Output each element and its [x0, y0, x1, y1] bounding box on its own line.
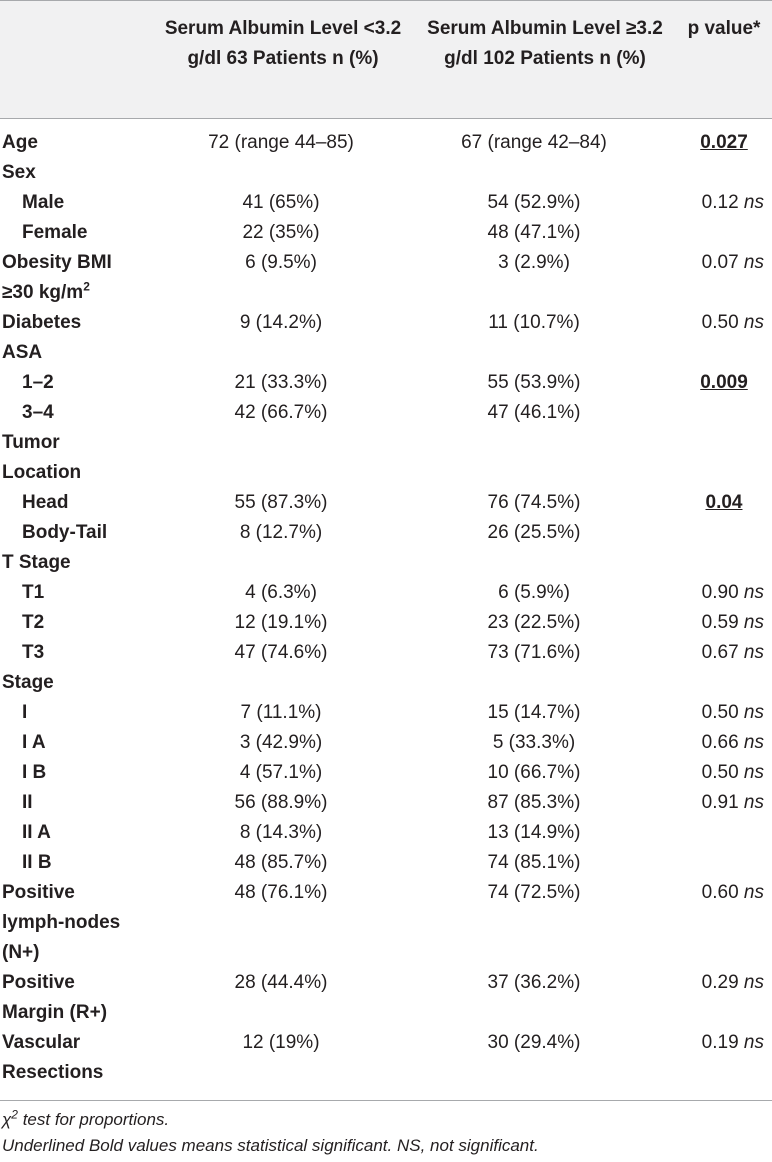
- table-row: [0, 158, 772, 188]
- table-row: [0, 128, 772, 158]
- label-line: Positive: [2, 882, 75, 903]
- chi-symbol: χ: [2, 1110, 12, 1129]
- label-line: 1–2: [22, 372, 54, 393]
- row-label: [0, 758, 160, 788]
- value-albumin-low: 8 (14.3%): [239, 822, 323, 843]
- row-label: [0, 248, 160, 308]
- table-row: [0, 488, 772, 518]
- p-value: [676, 968, 772, 1028]
- label-line: Tumor: [2, 432, 60, 453]
- label-line: II: [22, 792, 33, 813]
- value-albumin-high: 10 (66.7%): [487, 762, 581, 783]
- table-row: [0, 758, 772, 788]
- p-value: [676, 518, 772, 548]
- p-value-number: 0.50: [701, 702, 739, 723]
- p-value: [676, 428, 772, 488]
- ns-marker: ns: [743, 642, 764, 663]
- value-albumin-high: [406, 548, 676, 578]
- label-line: Positive: [2, 972, 75, 993]
- ns-marker: ns: [743, 192, 764, 213]
- p-value-number: 0.91: [701, 792, 739, 813]
- value-albumin-high: 13 (14.9%): [487, 822, 581, 843]
- label-line: II A: [22, 822, 51, 843]
- row-label: [0, 728, 160, 758]
- table-row: [0, 398, 772, 428]
- row-label: [0, 428, 160, 488]
- row-label: [0, 848, 160, 878]
- ns-marker: ns: [743, 792, 764, 813]
- row-label: [0, 698, 160, 728]
- p-value: [676, 608, 772, 638]
- label-line: I A: [22, 732, 46, 753]
- p-value: [676, 788, 772, 818]
- value-albumin-low: [160, 338, 406, 368]
- label-line: Stage: [2, 672, 54, 693]
- value-albumin-low: 4 (6.3%): [245, 582, 317, 603]
- row-label: [0, 338, 160, 368]
- row-label: [0, 878, 160, 968]
- p-value: [676, 218, 772, 248]
- table-row: [0, 638, 772, 668]
- header-p-value: p value*: [687, 18, 761, 39]
- p-value-number: 0.29: [701, 972, 739, 993]
- p-value: [676, 308, 772, 338]
- value-albumin-low: 4 (57.1%): [239, 762, 323, 783]
- ns-marker: ns: [743, 762, 764, 783]
- value-albumin-low: 55 (87.3%): [234, 492, 328, 513]
- label-line: I B: [22, 762, 47, 783]
- value-albumin-high: 55 (53.9%): [487, 372, 581, 393]
- p-value-number: 0.90: [701, 582, 739, 603]
- table-row: [0, 518, 772, 548]
- table-row: [0, 878, 772, 968]
- value-albumin-high: 30 (29.4%): [487, 1032, 581, 1053]
- value-albumin-low: 72 (range 44–85): [208, 132, 354, 153]
- row-label: [0, 188, 160, 218]
- table-row: [0, 338, 772, 368]
- table-row: [0, 248, 772, 308]
- p-value: [676, 578, 772, 608]
- p-value-number: 0.07: [701, 252, 739, 273]
- p-value-number: 0.04: [705, 492, 743, 513]
- label-line: (N+): [2, 942, 40, 963]
- header-albumin-low: Serum Albumin Level <3.2 g/dl 63 Patients n (%): [164, 18, 402, 69]
- bottom-rule: [0, 1100, 772, 1101]
- label-line: T Stage: [2, 552, 71, 573]
- value-albumin-high: 5 (33.3%): [492, 732, 576, 753]
- label-line: Resections: [2, 1062, 104, 1083]
- label-line: lymph-nodes: [2, 912, 121, 933]
- label-line: Age: [2, 132, 38, 153]
- p-value: [676, 248, 772, 308]
- label-line: II B: [22, 852, 52, 873]
- label-line: 3–4: [22, 402, 54, 423]
- row-label: [0, 308, 160, 338]
- ns-marker: ns: [743, 972, 764, 993]
- p-value: [676, 128, 772, 158]
- p-value: [676, 338, 772, 368]
- label-line: Obesity BMI: [2, 252, 112, 273]
- table-row: [0, 788, 772, 818]
- value-albumin-low: 47 (74.6%): [234, 642, 328, 663]
- label-line: Margin (R+): [2, 1002, 108, 1023]
- label-line: Head: [22, 492, 69, 513]
- ns-marker: ns: [743, 732, 764, 753]
- row-label: [0, 578, 160, 608]
- footnote-chi-text: test for proportions.: [17, 1110, 170, 1129]
- header-rule: [0, 118, 772, 119]
- p-value: [676, 638, 772, 668]
- ns-marker: ns: [743, 252, 764, 273]
- ns-marker: ns: [743, 1032, 764, 1053]
- value-albumin-high: 47 (46.1%): [487, 402, 581, 423]
- label-line: T3: [22, 642, 45, 663]
- value-albumin-low: 56 (88.9%): [234, 792, 328, 813]
- p-value-number: 0.60: [701, 882, 739, 903]
- p-value-number: 0.50: [701, 762, 739, 783]
- p-value: [676, 668, 772, 698]
- value-albumin-low: [160, 428, 406, 488]
- value-albumin-low: 21 (33.3%): [234, 372, 328, 393]
- table-row: [0, 578, 772, 608]
- p-value-number: 0.027: [700, 132, 748, 153]
- row-label: [0, 158, 160, 188]
- p-value: [676, 878, 772, 968]
- p-value: [676, 1028, 772, 1088]
- value-albumin-low: [160, 158, 406, 188]
- value-albumin-high: 37 (36.2%): [487, 972, 581, 993]
- row-label: [0, 518, 160, 548]
- p-value-number: 0.19: [701, 1032, 739, 1053]
- p-value-number: 0.009: [700, 372, 748, 393]
- header-albumin-high: Serum Albumin Level ≥3.2 g/dl 102 Patients n (%): [427, 18, 663, 69]
- value-albumin-high: 74 (72.5%): [487, 882, 581, 903]
- value-albumin-low: 42 (66.7%): [234, 402, 328, 423]
- table-row: [0, 848, 772, 878]
- p-value: [676, 548, 772, 578]
- p-value: [676, 188, 772, 218]
- p-value-number: 0.67: [701, 642, 739, 663]
- label-line: ≥30 kg/m: [2, 282, 84, 303]
- p-value: [676, 818, 772, 848]
- value-albumin-high: [406, 428, 676, 488]
- chi-superscript: 2: [11, 1107, 18, 1122]
- row-label: [0, 398, 160, 428]
- value-albumin-high: 48 (47.1%): [487, 222, 581, 243]
- table-row: [0, 698, 772, 728]
- label-line: Body-Tail: [22, 522, 108, 543]
- footnote-chi-square: [2, 1108, 169, 1132]
- characteristics-table: [0, 128, 772, 1088]
- p-value: [676, 398, 772, 428]
- value-albumin-low: 48 (85.7%): [234, 852, 328, 873]
- label-line: T1: [22, 582, 45, 603]
- row-label: [0, 638, 160, 668]
- label-line: Female: [22, 222, 88, 243]
- p-value: [676, 698, 772, 728]
- label-line: Vascular: [2, 1032, 81, 1053]
- footnote-significance: Underlined Bold values means statistical significant. NS, not significant.: [2, 1136, 539, 1155]
- table-row: [0, 1028, 772, 1088]
- label-line: Sex: [2, 162, 36, 183]
- value-albumin-low: 22 (35%): [242, 222, 320, 243]
- ns-marker: ns: [743, 312, 764, 333]
- table-row: [0, 188, 772, 218]
- row-label: [0, 548, 160, 578]
- ns-marker: ns: [743, 882, 764, 903]
- row-label: [0, 968, 160, 1028]
- value-albumin-low: 12 (19.1%): [234, 612, 328, 633]
- p-value: [676, 758, 772, 788]
- p-value-number: 0.12: [701, 192, 739, 213]
- value-albumin-high: 11 (10.7%): [488, 312, 580, 333]
- p-value-number: 0.66: [701, 732, 739, 753]
- p-value: [676, 848, 772, 878]
- value-albumin-high: 76 (74.5%): [487, 492, 581, 513]
- value-albumin-high: 73 (71.6%): [487, 642, 581, 663]
- row-label: [0, 788, 160, 818]
- ns-marker: ns: [743, 702, 764, 723]
- label-line: Location: [2, 462, 82, 483]
- ns-marker: ns: [743, 582, 764, 603]
- value-albumin-low: [160, 548, 406, 578]
- value-albumin-low: 8 (12.7%): [239, 522, 323, 543]
- value-albumin-low: 9 (14.2%): [239, 312, 323, 333]
- value-albumin-low: 7 (11.1%): [240, 702, 322, 723]
- top-rule: [0, 0, 772, 1]
- value-albumin-low: 12 (19%): [242, 1032, 320, 1053]
- value-albumin-low: 28 (44.4%): [234, 972, 328, 993]
- row-label: [0, 128, 160, 158]
- table-row: [0, 368, 772, 398]
- value-albumin-high: 74 (85.1%): [487, 852, 581, 873]
- value-albumin-high: [406, 338, 676, 368]
- table-row: [0, 728, 772, 758]
- value-albumin-low: 48 (76.1%): [234, 882, 328, 903]
- value-albumin-high: 6 (5.9%): [498, 582, 570, 603]
- table-row: [0, 968, 772, 1028]
- table-row: [0, 668, 772, 698]
- value-albumin-high: 26 (25.5%): [487, 522, 581, 543]
- label-line: ASA: [2, 342, 43, 363]
- table-row: [0, 608, 772, 638]
- row-label: [0, 1028, 160, 1088]
- value-albumin-low: [160, 668, 406, 698]
- value-albumin-high: 67 (range 42–84): [461, 132, 607, 153]
- value-albumin-low: 3 (42.9%): [239, 732, 323, 753]
- row-label: [0, 608, 160, 638]
- value-albumin-high: 15 (14.7%): [487, 702, 581, 723]
- p-value-number: 0.50: [701, 312, 739, 333]
- row-label: [0, 368, 160, 398]
- row-label: [0, 668, 160, 698]
- table-row: [0, 428, 772, 488]
- table-body: [0, 128, 772, 1088]
- value-albumin-high: 3 (2.9%): [498, 252, 570, 273]
- table-row: [0, 218, 772, 248]
- p-value-number: 0.59: [701, 612, 739, 633]
- p-value: [676, 368, 772, 398]
- value-albumin-high: 54 (52.9%): [487, 192, 581, 213]
- label-line: Male: [22, 192, 65, 213]
- row-label: [0, 218, 160, 248]
- p-value: [676, 158, 772, 188]
- label-line: T2: [22, 612, 45, 633]
- row-label: [0, 488, 160, 518]
- ns-marker: ns: [743, 612, 764, 633]
- table-row: [0, 818, 772, 848]
- p-value: [676, 488, 772, 518]
- row-label: [0, 818, 160, 848]
- value-albumin-high: [406, 668, 676, 698]
- value-albumin-low: 6 (9.5%): [245, 252, 317, 273]
- table-row: [0, 308, 772, 338]
- value-albumin-high: [406, 158, 676, 188]
- table-row: [0, 548, 772, 578]
- label-line: Diabetes: [2, 312, 82, 333]
- value-albumin-low: 41 (65%): [242, 192, 320, 213]
- value-albumin-high: 87 (85.3%): [487, 792, 581, 813]
- label-superscript: 2: [83, 279, 90, 294]
- label-line: I: [22, 702, 28, 723]
- p-value: [676, 728, 772, 758]
- value-albumin-high: 23 (22.5%): [487, 612, 581, 633]
